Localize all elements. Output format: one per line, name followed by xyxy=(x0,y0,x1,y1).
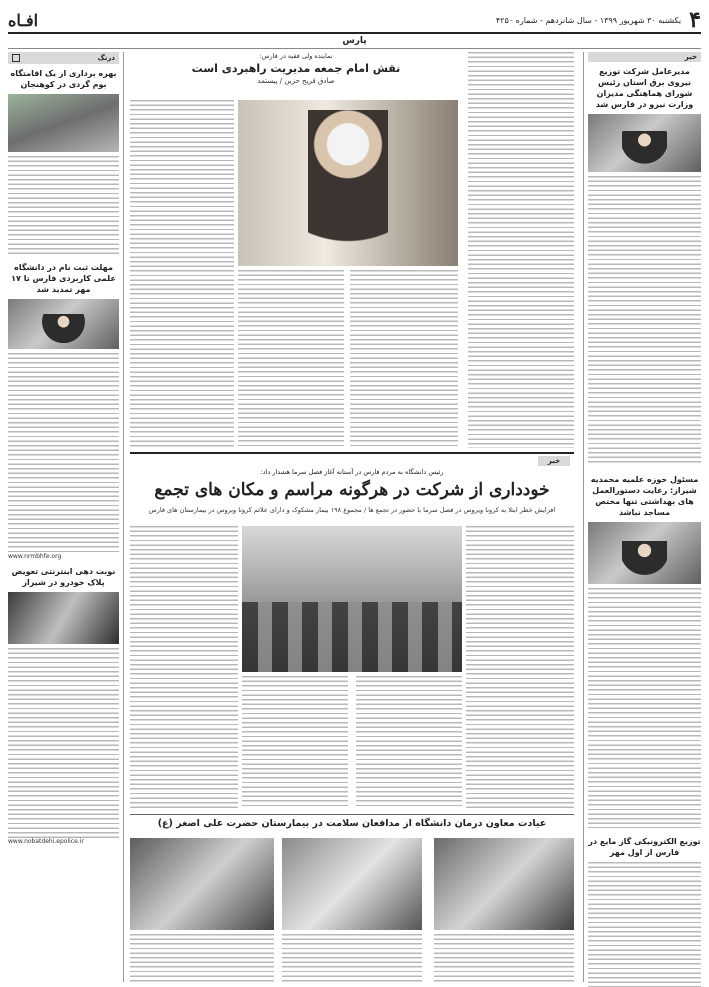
right-story3-headline: توزیع الکترونیکی گاز مایع در فارس از اول مهر xyxy=(588,837,701,857)
main-story xyxy=(130,452,574,982)
second-story-col3 xyxy=(130,934,274,982)
header-rule xyxy=(8,48,701,49)
left-story2-photo xyxy=(8,299,119,349)
second-story-headline: عیادت معاون درمان دانشگاه از مدافعان سلامت در بیمارستان حضرت علی اصغر (ع) xyxy=(130,814,574,829)
top-story-col4 xyxy=(130,100,234,448)
left-story2-body xyxy=(8,353,119,553)
left-story3-body xyxy=(8,648,119,838)
main-story-tag: خبر xyxy=(538,456,570,466)
right-story2-photo xyxy=(588,522,701,584)
top-story-author: صادق فریح حزین / پیستمد xyxy=(257,77,335,85)
right-story2-body xyxy=(588,588,701,828)
left-column-tag-bar xyxy=(8,52,119,64)
top-story-col2 xyxy=(350,270,458,448)
left-story1-body xyxy=(8,156,119,256)
right-news-tag: خبر xyxy=(588,52,701,62)
top-story xyxy=(130,52,574,450)
main-story-kicker: رئیس دانشگاه به مردم فارس در آستانه آغاز فصل سرما هشدار داد: xyxy=(260,468,444,476)
main-story-col4 xyxy=(130,526,238,808)
masthead xyxy=(8,8,701,34)
app-icon xyxy=(12,54,20,62)
right-story1-headline: مدیرعامل شرکت توزیع نیروی برق استان رئیس شورای هماهنگی مدیران وزارت نیرو در فارس شد xyxy=(595,67,694,109)
right-story3-body xyxy=(588,862,701,987)
newspaper-logo: افـاه xyxy=(8,10,39,30)
left-url-1[interactable]: www.nrmbhfe.org xyxy=(8,553,62,560)
top-story-col1 xyxy=(468,52,574,448)
second-story-photo-3 xyxy=(130,838,274,930)
main-story-col1 xyxy=(466,526,574,808)
left-story2-headline: مهلت ثبت نام در دانشگاه علمی کاربردی فارس تا ۱۷ مهر تمدید شد xyxy=(11,263,116,294)
left-story3-headline: نوبت دهی اینترنتی تعویض پلاک خودرو در شیراز xyxy=(11,567,116,587)
section-name: پارس xyxy=(342,36,367,46)
right-story1-photo xyxy=(588,114,701,172)
main-story-col2 xyxy=(356,676,462,808)
second-story-photo-2 xyxy=(282,838,422,930)
second-story-photo-1 xyxy=(434,838,574,930)
second-story-col2 xyxy=(282,934,422,982)
top-story-photo xyxy=(238,100,458,266)
issue-line: یکشنبه ۳۰ شهریور ۱۳۹۹ - سال شانزدهم - شماره ۴۲۵۰ xyxy=(495,15,682,25)
main-story-photo xyxy=(242,526,462,672)
left-column xyxy=(8,52,124,982)
right-column xyxy=(583,52,701,982)
right-story1-body xyxy=(588,176,701,466)
left-column-tag: درنگ xyxy=(97,54,115,62)
left-story1-headline: بهره برداری از یک اقامتگاه بوم گردی در کوهنجان xyxy=(10,69,117,89)
main-story-headline: خودداری از شرکت در هرگونه مراسم و مکان های تجمع xyxy=(154,480,550,500)
top-story-col3 xyxy=(238,270,344,448)
second-story-col1 xyxy=(434,934,574,982)
left-story3-photo xyxy=(8,592,119,644)
page-number: ۴ xyxy=(689,7,701,33)
main-story-subhead: افزایش خطر ابتلا به کرونا ویروس در فصل سرما با حضور در تجمع ها / مجموع ۱۹۸ بیمار مشکوک و دارای علائم کرونا ویروس در بیمارستان های فارس xyxy=(148,506,556,514)
left-url-2[interactable]: www.nobatdehi.epolice.ir xyxy=(8,838,84,845)
top-story-kicker: نماینده ولی فقیه در فارس: xyxy=(259,52,333,60)
left-story1-photo xyxy=(8,94,119,152)
right-story2-headline: مسئول حوزه علمیه محمدیه شیراز: رعایت دستورالعمل های بهداشتی تنها مختص مساجد نباشد xyxy=(590,475,699,517)
main-story-col3 xyxy=(242,676,348,808)
top-story-headline: نقش امام جمعه مدیریت راهبردی است xyxy=(191,62,401,75)
